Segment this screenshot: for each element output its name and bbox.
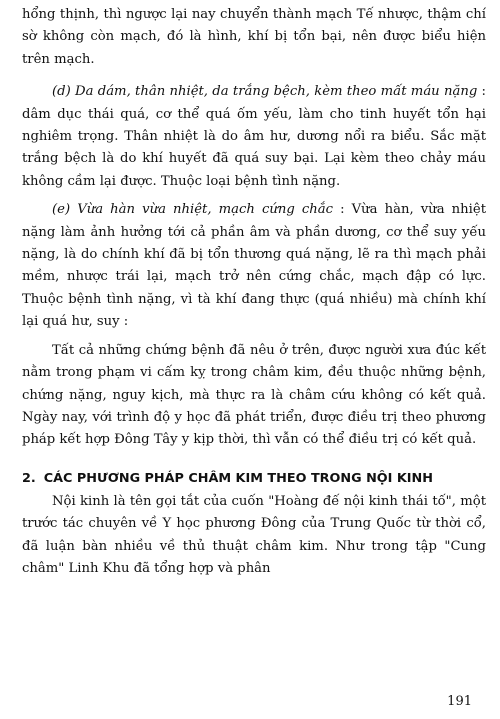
body-paragraph [22, 340, 486, 452]
paragraph-text: Tất cả những chứng bệnh đã nêu ở trên, được người xưa đúc kết nằm trong phạm vi cấm kỵ trong châm kim, đều thuộc những bệnh, chứng nặng, nguy kịch, mà thực ra là châm cứu không có kết quả. Ngày nay, với trình độ y học đã phát triển, được điều trị theo phương pháp kết hợp Đông Tây y kịp thời, thì vẫn có thể điều trị có kết quả. [22, 342, 486, 448]
paragraph-lead: (e) Vừa hàn vừa nhiệt, mạch cứng chắc [52, 202, 334, 218]
body-paragraph [22, 491, 486, 581]
paragraph-text: Nội kinh là tên gọi tắt của cuốn "Hoàng đế nội kinh thái tố", một trước tác chuyên về Y học phương Đông của Trung Quốc từ thời cổ, đã luận bàn nhiều về thủ thuật châm kim. Như trong tập "Cung châm" Linh Khu đã tổng hợp và phân [22, 493, 486, 576]
body-paragraph [22, 199, 486, 333]
page-number: 191 [447, 694, 472, 709]
body-paragraph [22, 4, 486, 71]
section-number: 2. [22, 470, 36, 486]
paragraph-lead: (d) Da dám, thân nhiệt, da trắng bệch, kèm theo mất máu nặng [52, 84, 478, 100]
paragraph-text: hổng thịnh, thì ngược lại nay chuyển thành mạch Tế nhược, thậm chí sờ không còn mạch, đó là hình, khí bị tổn bại, nên được biểu hiện trên mạch. [22, 7, 486, 67]
section-heading [22, 468, 486, 489]
book-page [22, 0, 486, 719]
paragraph-text: : Vừa hàn, vừa nhiệt nặng làm ảnh hưởng tới cả phần âm và phần dương, cơ thể suy yếu nặng, là do chính khí đã bị tổn thương quá nặng, lẽ ra thì mạch phải mềm, nhược trái lại, mạch trở nên cứng chắc, mạch đập có lực. Thuộc bệnh tình nặng, vì tà khí đang thực (quá nhiều) mà chính khí lại quá hư, suy : [22, 202, 486, 330]
paragraph-text: : dâm dục thái quá, cơ thể quá ốm yếu, làm cho tinh huyết tổn hại nghiêm trọng. Thân nhiệt là do âm hư, dương nổi ra biểu. Sắc mặt trắng bệch là do khí huyết đã quá suy bại. Lại kèm theo chảy máu không cầm lại được. Thuộc loại bệnh tình nặng. [22, 84, 487, 189]
body-paragraph [22, 81, 486, 193]
section-title: CÁC PHƯƠNG PHÁP CHÂM KIM THEO TRONG NỘI KINH [43, 470, 433, 486]
